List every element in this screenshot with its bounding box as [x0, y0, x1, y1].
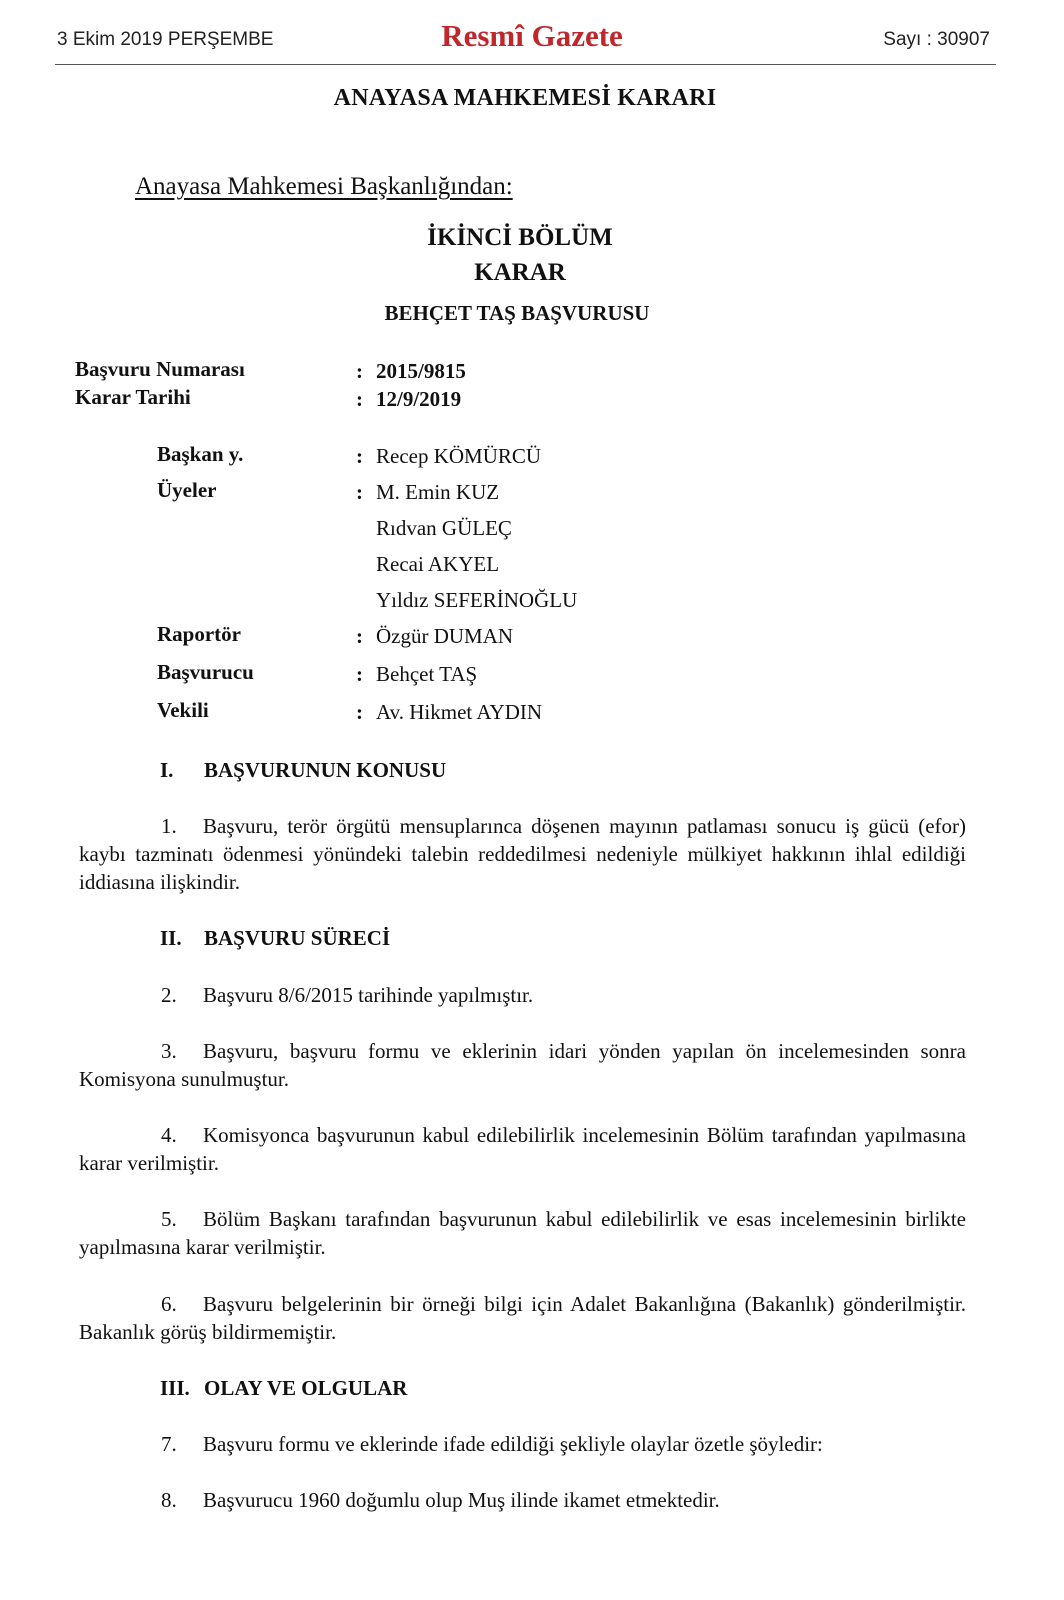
member-name: Recai AKYEL	[376, 552, 500, 576]
colon: :	[356, 480, 363, 504]
colon: :	[356, 662, 363, 686]
paragraph-number: 4.	[161, 1123, 177, 1147]
issuer-line: Anayasa Mahkemesi Başkanlığından:	[135, 173, 513, 200]
paragraph-number: 7.	[161, 1432, 177, 1456]
paragraph-number: 1.	[161, 814, 177, 838]
section-number: I.	[160, 758, 174, 782]
paragraph-number: 8.	[161, 1488, 177, 1512]
paragraph-3	[79, 1037, 966, 1093]
colon: :	[356, 700, 363, 724]
application-number-value: 2015/9815	[376, 359, 466, 383]
paragraph-4	[79, 1121, 966, 1177]
paragraph-number: 2.	[161, 983, 177, 1007]
paragraph-text: Bölüm Başkanı tarafından başvurunun kabul edilebilirlik ve esas incelemesinin birlikte yapılmasına karar verilmiştir.	[79, 1207, 966, 1259]
paragraph-2	[79, 981, 966, 1009]
members-label: Üyeler	[157, 478, 217, 502]
section-title: BAŞVURU SÜRECİ	[204, 926, 391, 950]
decision-date-value: 12/9/2019	[376, 387, 462, 411]
counsel-value: Av. Hikmet AYDIN	[376, 700, 543, 724]
rapporteur-label: Raportör	[157, 622, 241, 646]
colon: :	[356, 624, 363, 648]
paragraph-number: 6.	[161, 1292, 177, 1316]
document-title: ANAYASA MAHKEMESİ KARARI	[333, 85, 717, 111]
paragraph-text: Başvurucu 1960 doğumlu olup Muş ilinde ikamet etmektedir.	[203, 1488, 720, 1512]
paragraph-number: 5.	[161, 1207, 177, 1231]
paragraph-text: Başvuru, terör örgütü mensuplarınca döşenen mayının patlaması sonucu iş gücü (efor) kaybı tazminatı ödenmesi yönündeki talebin reddedilmesi nedeniyle mülkiyet hakkının ihlal edildiği iddiasına ilişkindir.	[79, 814, 966, 894]
member-name: M. Emin KUZ	[376, 480, 500, 504]
paragraph-5	[79, 1205, 966, 1261]
decision-heading: KARAR	[474, 259, 566, 286]
section-number: III.	[160, 1376, 190, 1400]
paragraph-text: Komisyonca başvurunun kabul edilebilirlik incelemesinin Bölüm tarafından yapılmasına karar verilmiştir.	[79, 1123, 966, 1175]
header-divider	[55, 64, 996, 65]
rapporteur-value: Özgür DUMAN	[376, 624, 514, 648]
colon: :	[356, 387, 363, 411]
paragraph-1	[79, 812, 966, 896]
colon: :	[356, 359, 363, 383]
president-value: Recep KÖMÜRCÜ	[376, 444, 542, 468]
member-name: Yıldız SEFERİNOĞLU	[376, 588, 578, 612]
case-name: BEHÇET TAŞ BAŞVURUSU	[384, 301, 650, 325]
colon: :	[356, 444, 363, 468]
header-date: 3 Ekim 2019 PERŞEMBE	[57, 29, 274, 50]
member-name: Rıdvan GÜLEÇ	[376, 516, 512, 540]
section-title: BAŞVURUNUN KONUSU	[204, 758, 447, 782]
section-heading-1	[160, 758, 446, 783]
paragraph-text: Başvuru 8/6/2015 tarihinde yapılmıştır.	[203, 983, 534, 1007]
paragraph-8	[79, 1486, 966, 1514]
gazette-title: Resmî Gazete	[441, 18, 623, 53]
application-number-label: Başvuru Numarası	[75, 357, 245, 381]
paragraph-text: Başvuru belgelerinin bir örneği bilgi için Adalet Bakanlığına (Bakanlık) gönderilmiştir. Bakanlık görüş bildirmemiştir.	[79, 1292, 966, 1344]
paragraph-6	[79, 1290, 966, 1346]
section-heading-3	[160, 1376, 407, 1401]
section-number: II.	[160, 926, 182, 950]
section-heading-2	[160, 926, 390, 951]
decision-date-label: Karar Tarihi	[75, 385, 191, 409]
paragraph-text: Başvuru, başvuru formu ve eklerinin idari yönden yapılan ön incelemesinden sonra Komisyona sunulmuştur.	[79, 1039, 966, 1091]
applicant-label: Başvurucu	[157, 660, 254, 684]
president-label: Başkan y.	[157, 442, 244, 466]
paragraph-number: 3.	[161, 1039, 177, 1063]
applicant-value: Behçet TAŞ	[376, 662, 478, 686]
section-heading: İKİNCİ BÖLÜM	[427, 224, 613, 251]
issue-number: Sayı : 30907	[883, 29, 990, 50]
counsel-label: Vekili	[157, 698, 209, 722]
section-title: OLAY VE OLGULAR	[204, 1376, 408, 1400]
paragraph-text: Başvuru formu ve eklerinde ifade edildiği şekliyle olaylar özetle şöyledir:	[203, 1432, 823, 1456]
paragraph-7	[79, 1430, 966, 1458]
